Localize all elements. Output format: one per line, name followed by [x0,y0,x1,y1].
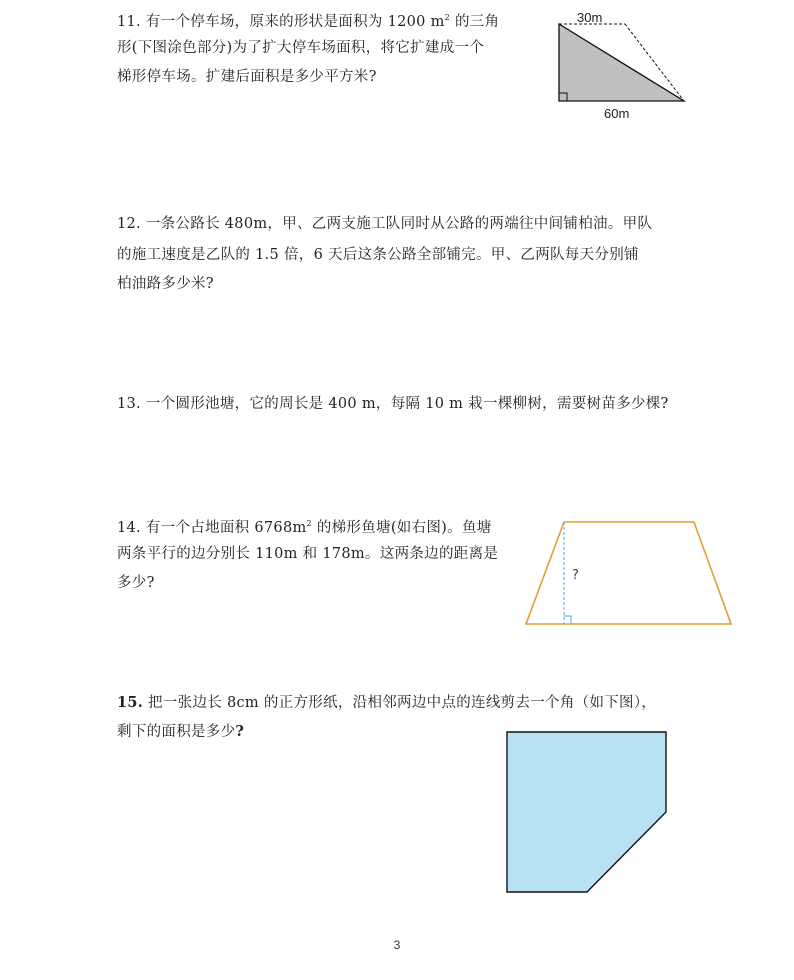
problem-13-line-1: 13. 一个圆形池塘，它的周长是 400 m，每隔 10 m 栽一棵柳树，需要树苗多少棵? [117,396,669,412]
problem-11-line-3: 梯形停车场。扩建后面积是多少平方米? [117,69,377,85]
problem-12-line-1: 12. 一条公路长 480m，甲、乙两支施工队同时从公路的两端往中间铺柏油。甲队 [117,216,653,232]
cut-square-paper-figure [500,725,675,900]
problem-12-line-3: 柏油路多少米? [117,276,214,292]
remaining-paper-shape [507,732,666,892]
top-length-label: 30m [577,10,603,25]
problem-14-line-2: 两条平行的边分别长 110m 和 178m。这两条边的距离是 [117,546,499,562]
problem-15-number: 15. [117,694,144,711]
fish-pond-trapezoid-figure [522,515,737,630]
problem-11-line-2: 形(下图涂色部分)为了扩大停车场面积，将它扩建成一个 [117,40,485,56]
problem-15-line-1: 15. 把一张边长 8cm 的正方形纸，沿相邻两边中点的连线剪去一个角（如下图）， [117,694,657,711]
parking-lot-figure [540,5,710,125]
page-number: 3 [393,938,401,952]
problem-12-line-2: 的施工速度是乙队的 1.5 倍，6 天后这条公路全部铺完。甲、乙两队每天分别铺 [117,247,639,263]
bottom-length-label: 60m [604,106,630,121]
height-unknown-label: ? [572,568,579,583]
original-triangle [559,24,684,101]
problem-11-line-1: 11. 有一个停车场，原来的形状是面积为 1200 $m^2$ 的三角 [117,13,500,30]
problem-14-line-3: 多少? [117,575,155,591]
problem-14-line-1: 14. 有一个占地面积 $6768m^2$ 的梯形鱼塘(如右图)。鱼塘 [117,519,492,536]
trapezoid-outline [526,522,731,624]
right-angle-mark [564,616,571,624]
problem-15-line-2: 剩下的面积是多少? [117,723,245,740]
